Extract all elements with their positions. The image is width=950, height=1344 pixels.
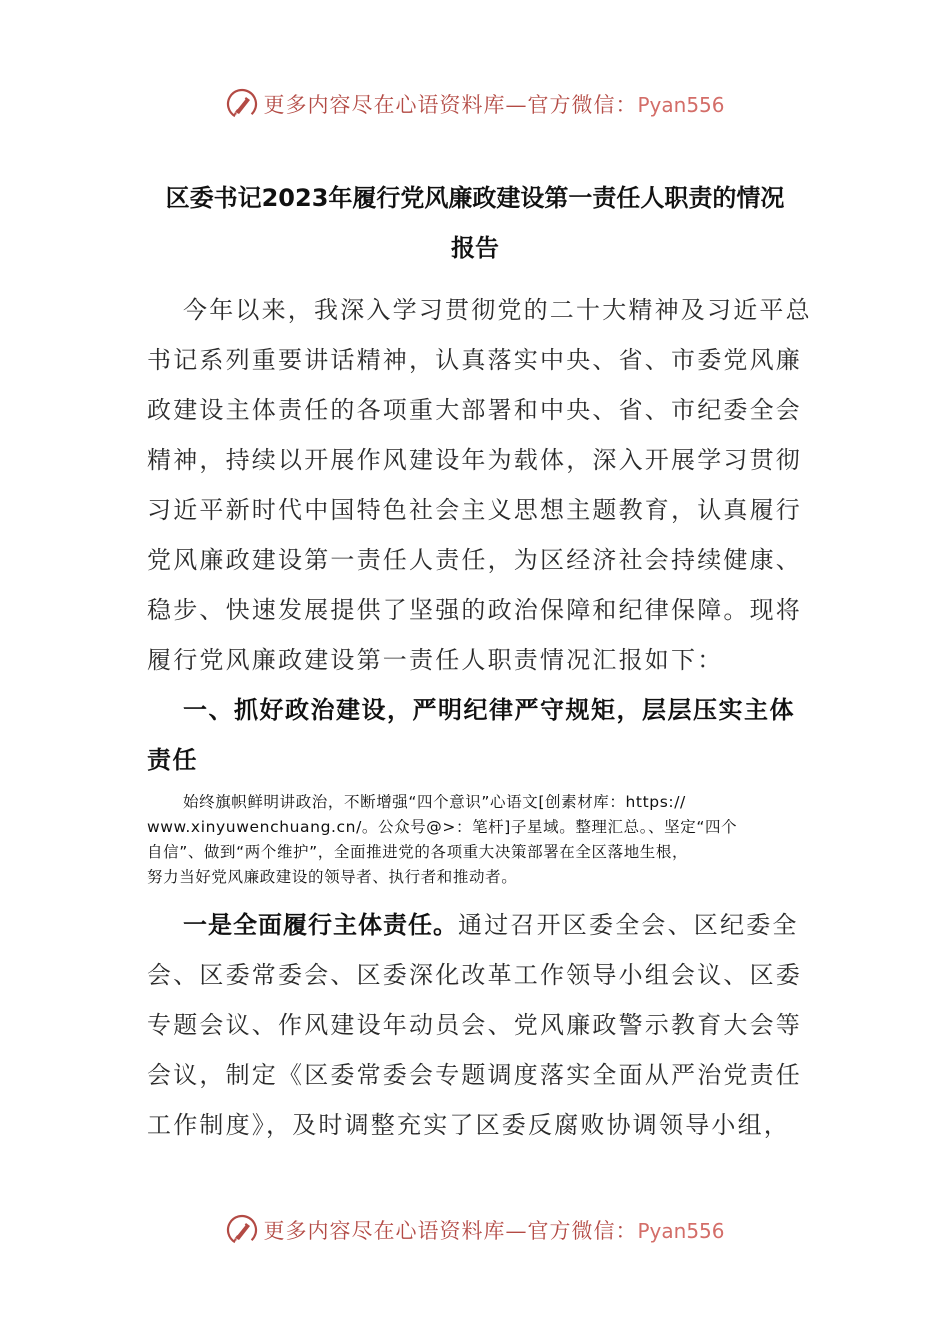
paragraph-line: 稳步、快速发展提供了坚强的政治保障和纪律保障。现将 — [147, 596, 802, 624]
small-paragraph-line: 自信”、做到“两个维护”，全面推进党的各项重大决策部署在全区落地生根， — [147, 843, 689, 861]
item-text: 通过召开区委全会、区纪委全 — [458, 911, 799, 939]
paragraph-line: 工作制度》，及时调整充实了区委反腐败协调领导小组， — [147, 1111, 790, 1139]
paragraph-line: 会、区委常委会、区委深化改革工作领导小组会议、区委 — [147, 961, 802, 989]
pen-nib-circle-icon — [225, 87, 259, 121]
paragraph-line: 履行党风廉政建设第一责任人职责情况汇报如下： — [147, 646, 724, 674]
paragraph-line: 专题会议、作风建设年动员会、党风廉政警示教育大会等 — [147, 1011, 802, 1039]
watermark-banner-bottom — [0, 1210, 950, 1250]
small-paragraph-line: 努力当好党风廉政建设的领导者、执行者和推动者。 — [147, 868, 518, 886]
paragraph-line: 党风廉政建设第一责任人责任，为区经济社会持续健康、 — [147, 546, 802, 574]
section-heading: 一、抓好政治建设，严明纪律严守规矩，层层压实主体 — [183, 696, 795, 724]
small-paragraph-line: 始终旗帜鲜明讲政治，不断增强“四个意识”心语文[创素材库：https:// — [183, 793, 686, 811]
watermark-banner-top — [0, 84, 950, 124]
item-lead: 一是全面履行主体责任。 — [183, 911, 458, 939]
paragraph-line: 习近平新时代中国特色社会主义思想主题教育，认真履行 — [147, 496, 802, 524]
pen-nib-circle-icon — [225, 1213, 259, 1247]
section-heading-continued: 责任 — [147, 746, 198, 774]
paragraph-line: 会议，制定《区委常委会专题调度落实全面从严治党责任 — [147, 1061, 802, 1089]
paragraph-line: 政建设主体责任的各项重大部署和中央、省、市纪委全会 — [147, 396, 802, 424]
paragraph-line: 今年以来，我深入学习贯彻党的二十大精神及习近平总 — [183, 296, 812, 324]
paragraph-line: 精神，持续以开展作风建设年为载体，深入开展学习贯彻 — [147, 446, 802, 474]
watermark-text: 更多内容尽在心语资料库—官方微信：Pyan556 — [263, 93, 725, 117]
small-paragraph-line: www.xinyuwenchuang.cn/。公众号@>：笔杆]子星域。整理汇总。、坚定“四个 — [147, 818, 738, 836]
document-title: 区委书记2023年履行党风廉政建设第一责任人职责的情况 — [165, 184, 785, 212]
paragraph-line: 书记系列重要讲话精神，认真落实中央、省、市委党风廉 — [147, 346, 802, 374]
document-title-continued: 报告 — [451, 234, 499, 262]
watermark-text: 更多内容尽在心语资料库—官方微信：Pyan556 — [263, 1219, 725, 1243]
paragraph-line — [183, 905, 799, 940]
